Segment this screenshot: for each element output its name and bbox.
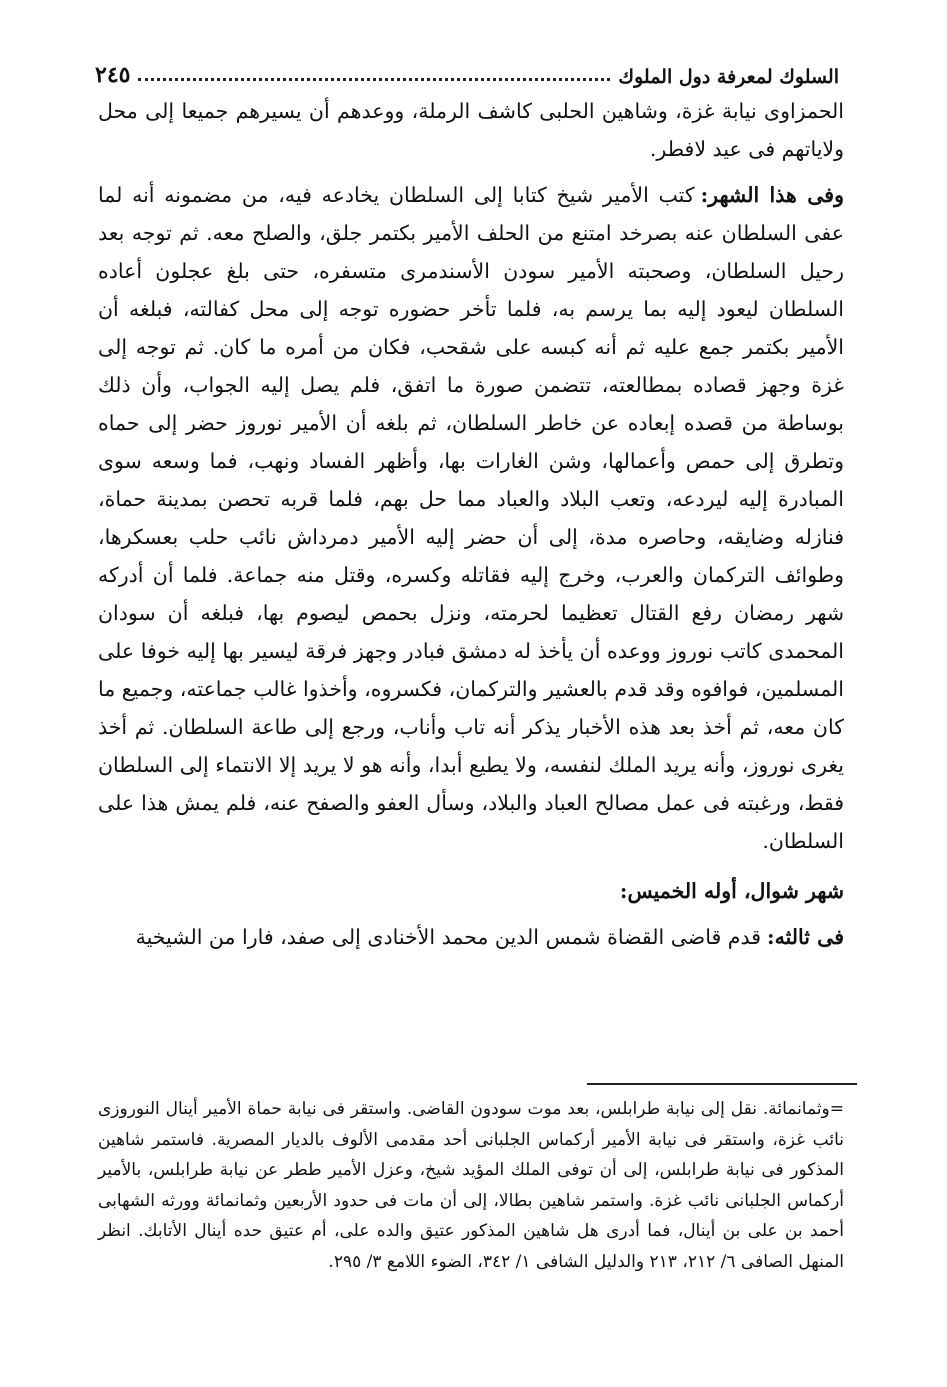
paragraph-lead: فى ثالثه: [767, 925, 844, 949]
paragraph-text: قدم قاضى القضاة شمس الدين محمد الأخنادى إلى صفد، فارا من الشيخية [135, 925, 762, 949]
paragraph-continuation [98, 92, 844, 168]
dotted-leader [138, 78, 610, 81]
paragraph-third-day [98, 918, 844, 956]
footnote: =وثمانمائة. نقل إلى نيابة طرابلس، بعد موت سودون القاضى. واستقر فى نيابة حماة الأمير أينال النوروزى نائب غزة، واستقر فى نيابة الأمير أركماس الجلبانى أحد مقدمى الألوف بالديار المصرية. فاستمر شاهين المذكور فى نيابة طرابلس، إلى أن توفى الملك المؤيد شيخ، وعزل الأمير ططر عن نيابة طرابلس، بالأمير أركماس الجلبانى نائب غزة. واستمر شاهين بطالا، إلى أن مات فى حدود الأربعين وثمانمائة وورثه الشهابى أحمد بن على بن أينال، فما أدرى هل شاهين المذكور عتيق والده على، أم عتيق حده أينال الأتابك. انظر المنهل الصافى ٦/ ٢١٢، ٢١٣ والدليل الشافى ١/ ٣٤٢، الضوء اللامع ٣/ ٢٩٥. [98, 1099, 844, 1272]
paragraph-text: الحمزاوى نيابة غزة، وشاهين الحلبى كاشف الرملة، ووعدهم أن يسيرهم جميعا إلى محل ولاياتهم فى عيد لافطر. [98, 99, 844, 161]
paragraph-month-events [98, 176, 844, 860]
running-header [95, 52, 839, 88]
running-title: السلوك لمعرفة دول الملوك [618, 66, 839, 88]
main-text [98, 92, 844, 956]
section-heading: شهر شوال، أوله الخميس: [619, 879, 844, 903]
footnote-divider [587, 1083, 857, 1085]
page-number: ٢٤٥ [95, 62, 131, 88]
paragraph-text: كتب الأمير شيخ كتابا إلى السلطان يخادعه فيه، من مضمونه أنه لما عفى السلطان عنه بصرخد امتنع من الحلف الأمير بكتمر جلق، والصلح معه. ثم توجه بعد رحيل السلطان، وصحبته الأمير سودن الأسندمرى متسفره، حتى بلغ عجلون أعاده السلطان ليعود إليه بما يرسم به، فلما تأخر حضوره توجه إلى محل كفالته، فبلغه أن الأمير بكتمر جمع عليه ثم أنه كبسه على شقحب، فكان من أمره ما كان. ثم توجه إلى غزة وجهز قصاده بمطالعته، تتضمن صورة ما اتفق، فلم يصل إليه الجواب، وأن ذلك بوساطة من قصده إبعاده عن خاطر السلطان، ثم بلغه أن الأمير نوروز حضر إلى حماه وتطرق إلى حمص وأعمالها، وشن الغارات بها، وأظهر الفساد ونهب، فما وسعه سوى المبادرة إليه ليردعه، وتعب البلاد والعباد مما حل بهم، فلما قربه تحصن بمدينة حماة، فنازله وضايقه، وحاصره مدة، إلى أن حضر إليه الأمير دمرداش نائب حلب بعسكرها، وطوائف التركمان والعرب، وخرج إليه فقاتله وكسره، وقتل منه جماعة. فلما أن أدركه شهر رمضان رفع القتال تعظيما لحرمته، ونزل بحمص ليصوم بها، فبلغه أن سودان المحمدى كاتب نوروز ووعده أن يأخذ له دمشق فبادر وجهز فرقة ليسير بها إليه خوفا على المسلمين، فوافوه وقد قدم بالعشير والتركمان، فكسروه، وأخذوا غالب جماعته، وجميع ما كان معه، ثم أخذ بعد هذه الأخبار يذكر أنه تاب وأناب، ورجع إلى طاعة السلطان. ثم أخذ يغرى نوروز، وأنه يريد الملك لنفسه، ولا يطيع أبدا، وأنه هو لا يريد إلا الانتماء إلى السلطان فقط، ورغبته فى عمل مصالح العباد والبلاد، وسأل العفو والصفح عنه، فلم يمش هذا على السلطان. [98, 183, 845, 853]
paragraph-lead: وفى هذا الشهر: [700, 183, 844, 207]
